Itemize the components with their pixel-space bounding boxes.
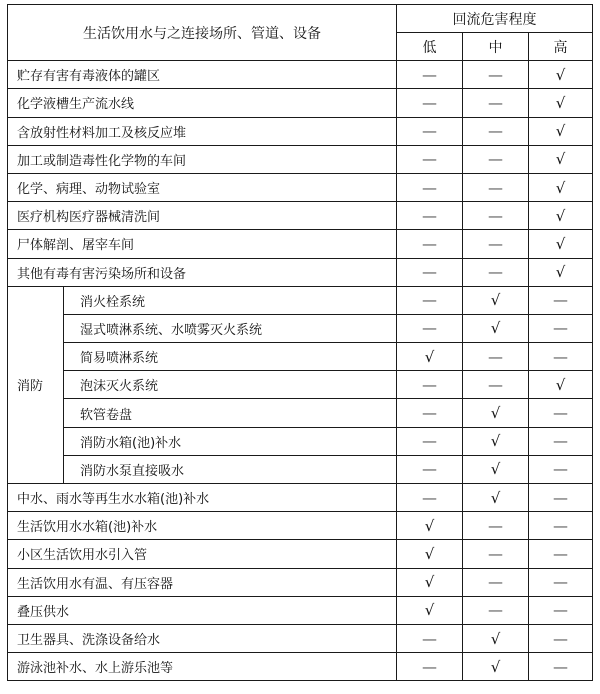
hazard-level-group-header: 回流危害程度 xyxy=(397,5,593,33)
hazard-mark-low: — xyxy=(397,286,463,314)
hazard-mark-high: — xyxy=(529,653,593,681)
fire-system-name: 湿式喷淋系统、水喷雾灭火系统 xyxy=(64,314,397,342)
table-row xyxy=(8,258,593,286)
hazard-mark-low: — xyxy=(397,230,463,258)
level-low-header: 低 xyxy=(397,33,463,61)
hazard-mark-low: — xyxy=(397,61,463,89)
level-high-header: 高 xyxy=(529,33,593,61)
hazard-mark-low: √ xyxy=(397,512,463,540)
hazard-mark-high: √ xyxy=(529,230,593,258)
table-row xyxy=(8,399,593,427)
fire-system-name: 泡沫灭火系统 xyxy=(64,371,397,399)
hazard-mark-high: √ xyxy=(529,202,593,230)
table-row xyxy=(8,202,593,230)
table-row xyxy=(8,624,593,652)
hazard-mark-mid: √ xyxy=(463,624,529,652)
location-name: 化学、病理、动物试验室 xyxy=(8,173,397,201)
location-name: 生活饮用水水箱(池)补水 xyxy=(8,512,397,540)
hazard-mark-low: — xyxy=(397,484,463,512)
hazard-mark-mid: — xyxy=(463,540,529,568)
location-name: 叠压供水 xyxy=(8,596,397,624)
location-column-header: 生活饮用水与之连接场所、管道、设备 xyxy=(8,5,397,61)
hazard-mark-mid: — xyxy=(463,371,529,399)
level-mid-header: 中 xyxy=(463,33,529,61)
table-row xyxy=(8,230,593,258)
hazard-mark-mid: √ xyxy=(463,427,529,455)
hazard-mark-mid: √ xyxy=(463,653,529,681)
table-row xyxy=(8,371,593,399)
hazard-mark-low: √ xyxy=(397,540,463,568)
hazard-mark-low: — xyxy=(397,202,463,230)
hazard-mark-high: — xyxy=(529,596,593,624)
hazard-mark-high: — xyxy=(529,624,593,652)
hazard-mark-mid: — xyxy=(463,61,529,89)
hazard-mark-mid: √ xyxy=(463,286,529,314)
hazard-mark-low: — xyxy=(397,314,463,342)
table-row xyxy=(8,427,593,455)
location-name: 游泳池补水、水上游乐池等 xyxy=(8,653,397,681)
hazard-mark-mid: — xyxy=(463,258,529,286)
table-row xyxy=(8,596,593,624)
hazard-mark-mid: √ xyxy=(463,484,529,512)
hazard-mark-high: √ xyxy=(529,371,593,399)
location-name: 其他有毒有害污染场所和设备 xyxy=(8,258,397,286)
hazard-mark-mid: √ xyxy=(463,399,529,427)
fire-group-label: 消防 xyxy=(8,286,64,483)
hazard-mark-low: — xyxy=(397,258,463,286)
hazard-mark-high: — xyxy=(529,455,593,483)
hazard-mark-low: — xyxy=(397,117,463,145)
hazard-mark-high: — xyxy=(529,484,593,512)
hazard-mark-high: — xyxy=(529,314,593,342)
hazard-mark-high: — xyxy=(529,540,593,568)
location-name: 贮存有害有毒液体的罐区 xyxy=(8,61,397,89)
location-name: 中水、雨水等再生水水箱(池)补水 xyxy=(8,484,397,512)
hazard-mark-high: — xyxy=(529,399,593,427)
hazard-mark-mid: — xyxy=(463,173,529,201)
hazard-mark-high: √ xyxy=(529,89,593,117)
hazard-mark-high: — xyxy=(529,427,593,455)
table-row xyxy=(8,653,593,681)
location-name: 卫生器具、洗涤设备给水 xyxy=(8,624,397,652)
location-name: 含放射性材料加工及核反应堆 xyxy=(8,117,397,145)
location-name: 生活饮用水有温、有压容器 xyxy=(8,568,397,596)
hazard-mark-high: — xyxy=(529,512,593,540)
hazard-mark-high: — xyxy=(529,343,593,371)
location-name: 小区生活饮用水引入管 xyxy=(8,540,397,568)
hazard-mark-low: √ xyxy=(397,343,463,371)
hazard-mark-low: — xyxy=(397,371,463,399)
hazard-mark-mid: — xyxy=(463,230,529,258)
hazard-mark-mid: — xyxy=(463,145,529,173)
hazard-mark-mid: — xyxy=(463,512,529,540)
table-row xyxy=(8,568,593,596)
hazard-mark-high: √ xyxy=(529,258,593,286)
table-row xyxy=(8,314,593,342)
hazard-mark-low: — xyxy=(397,89,463,117)
fire-system-name: 消火栓系统 xyxy=(64,286,397,314)
table-row xyxy=(8,286,593,314)
table-row xyxy=(8,145,593,173)
hazard-mark-mid: — xyxy=(463,202,529,230)
hazard-mark-high: √ xyxy=(529,61,593,89)
hazard-mark-low: — xyxy=(397,653,463,681)
table-row xyxy=(8,455,593,483)
fire-system-name: 简易喷淋系统 xyxy=(64,343,397,371)
hazard-mark-low: — xyxy=(397,624,463,652)
hazard-mark-low: — xyxy=(397,399,463,427)
location-name: 化学液槽生产流水线 xyxy=(8,89,397,117)
fire-system-name: 消防水箱(池)补水 xyxy=(64,427,397,455)
table-row xyxy=(8,89,593,117)
hazard-mark-mid: — xyxy=(463,343,529,371)
backflow-hazard-table xyxy=(7,4,593,681)
hazard-mark-low: — xyxy=(397,173,463,201)
hazard-mark-mid: √ xyxy=(463,455,529,483)
table-body xyxy=(8,61,593,681)
location-name: 加工或制造毒性化学物的车间 xyxy=(8,145,397,173)
fire-system-name: 软管卷盘 xyxy=(64,399,397,427)
table-row xyxy=(8,343,593,371)
hazard-mark-high: — xyxy=(529,568,593,596)
hazard-mark-high: √ xyxy=(529,173,593,201)
hazard-mark-high: √ xyxy=(529,145,593,173)
table-row xyxy=(8,512,593,540)
hazard-mark-low: √ xyxy=(397,568,463,596)
hazard-mark-low: √ xyxy=(397,596,463,624)
location-name: 尸体解剖、屠宰车间 xyxy=(8,230,397,258)
table-row xyxy=(8,117,593,145)
hazard-mark-low: — xyxy=(397,455,463,483)
hazard-mark-mid: — xyxy=(463,568,529,596)
hazard-mark-mid: √ xyxy=(463,314,529,342)
hazard-mark-high: — xyxy=(529,286,593,314)
hazard-mark-low: — xyxy=(397,145,463,173)
table-row xyxy=(8,484,593,512)
table-row xyxy=(8,540,593,568)
hazard-mark-low: — xyxy=(397,427,463,455)
hazard-mark-mid: — xyxy=(463,117,529,145)
location-name: 医疗机构医疗器械清洗间 xyxy=(8,202,397,230)
hazard-mark-mid: — xyxy=(463,89,529,117)
hazard-mark-high: √ xyxy=(529,117,593,145)
fire-system-name: 消防水泵直接吸水 xyxy=(64,455,397,483)
table-row xyxy=(8,173,593,201)
table-row xyxy=(8,61,593,89)
hazard-mark-mid: — xyxy=(463,596,529,624)
